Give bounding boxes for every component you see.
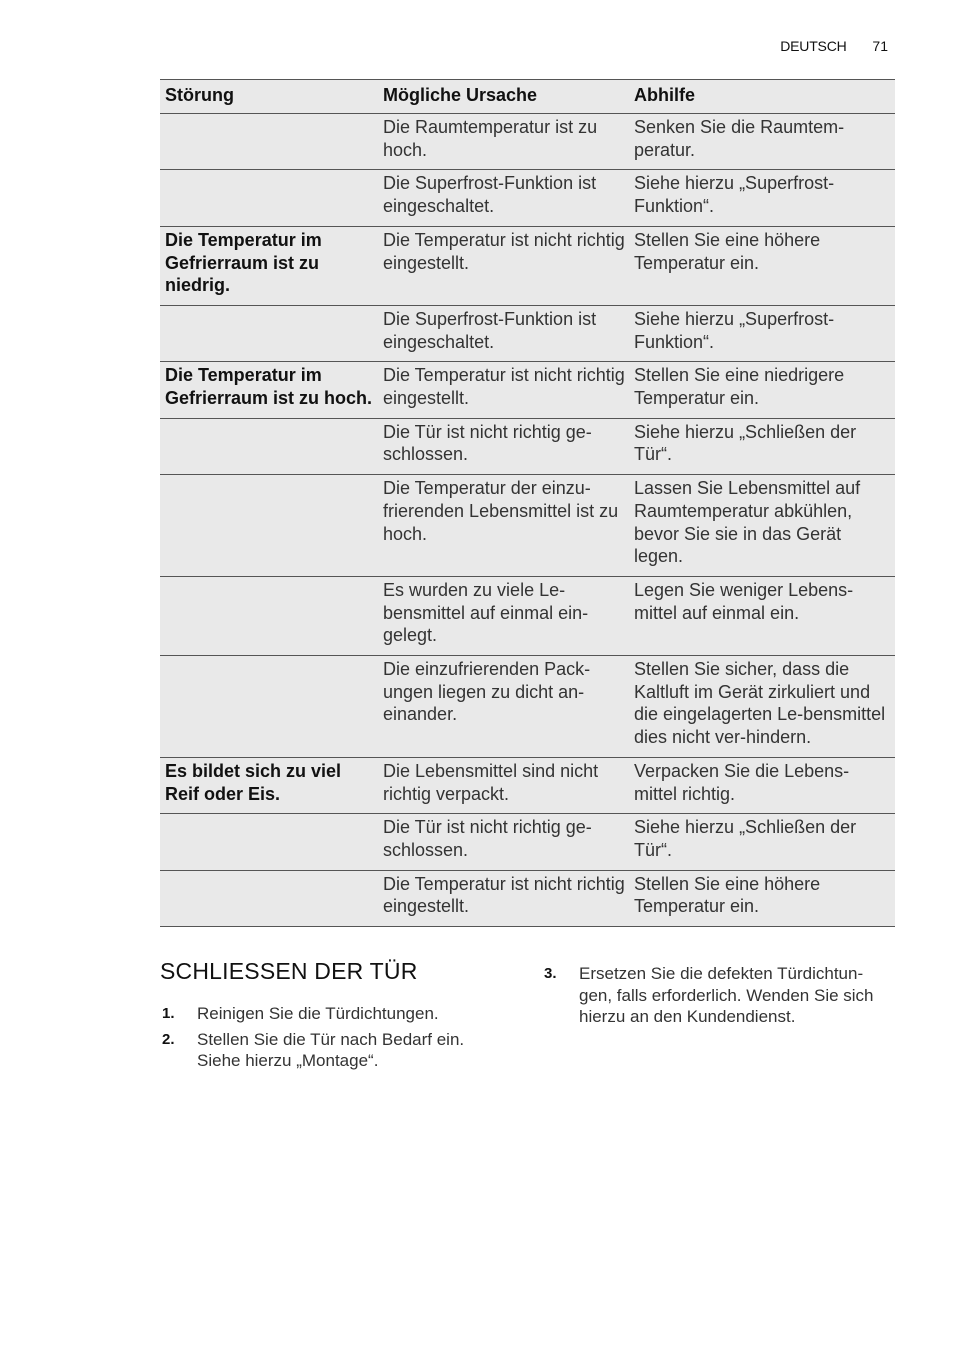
problem-cell: Die Temperatur im Gefrierraum ist zu niedrig. xyxy=(160,226,379,305)
remedy-cell: Stellen Sie eine höhere Temperatur ein. xyxy=(632,870,895,926)
step-number: 3. xyxy=(544,965,557,982)
cause-cell: Die Temperatur ist nicht richtig eingestellt. xyxy=(379,870,632,926)
list-item xyxy=(162,1029,512,1072)
page-header xyxy=(780,38,888,54)
cause-cell: Die Superfrost-Funktion ist eingeschaltet. xyxy=(379,305,632,361)
remedy-cell: Legen Sie weniger Lebens-mittel auf einmal ein. xyxy=(632,576,895,655)
table-row xyxy=(160,362,895,418)
problem-cell xyxy=(160,576,379,655)
cause-cell: Die Tür ist nicht richtig ge-schlossen. xyxy=(379,418,632,474)
step-text: Ersetzen Sie die defekten Türdichtun-gen, falls erforderlich. Wenden Sie sich hierzu an den Kundendienst. xyxy=(579,964,874,1026)
problem-cell xyxy=(160,814,379,870)
list-item xyxy=(544,963,896,1028)
table-row xyxy=(160,226,895,305)
problem-cell: Es bildet sich zu viel Reif oder Eis. xyxy=(160,757,379,813)
problem-cell: Die Temperatur im Gefrierraum ist zu hoch. xyxy=(160,362,379,418)
remedy-cell: Stellen Sie sicher, dass die Kaltluft im Gerät zirkuliert und die eingelagerten Le-bensmittel dies nicht ver-hindern. xyxy=(632,656,895,758)
cause-cell: Die Temperatur ist nicht richtig eingestellt. xyxy=(379,362,632,418)
remedy-cell: Lassen Sie Lebensmittel auf Raumtemperatur abkühlen, bevor Sie sie in das Gerät legen. xyxy=(632,475,895,577)
problem-cell xyxy=(160,114,379,170)
problem-cell xyxy=(160,170,379,226)
header-remedy: Abhilfe xyxy=(632,80,895,114)
steps-list-left xyxy=(162,1003,512,1076)
troubleshooting-table xyxy=(160,79,895,927)
remedy-cell: Stellen Sie eine höhere Temperatur ein. xyxy=(632,226,895,305)
table-row xyxy=(160,757,895,813)
cause-cell: Die Tür ist nicht richtig ge-schlossen. xyxy=(379,814,632,870)
cause-cell: Die Raumtemperatur ist zu hoch. xyxy=(379,114,632,170)
problem-cell xyxy=(160,870,379,926)
cause-cell: Die Lebensmittel sind nicht richtig verpackt. xyxy=(379,757,632,813)
remedy-cell: Senken Sie die Raumtem-peratur. xyxy=(632,114,895,170)
remedy-cell: Stellen Sie eine niedrigere Temperatur ein. xyxy=(632,362,895,418)
header-cause: Mögliche Ursache xyxy=(379,80,632,114)
table-row xyxy=(160,305,895,361)
step-text: Reinigen Sie die Türdichtungen. xyxy=(197,1004,439,1023)
table-header-row xyxy=(160,80,895,114)
table-row xyxy=(160,576,895,655)
table-row xyxy=(160,870,895,926)
language-label: DEUTSCH xyxy=(780,38,847,54)
cause-cell: Die Temperatur ist nicht richtig eingestellt. xyxy=(379,226,632,305)
cause-cell: Die Superfrost-Funktion ist eingeschaltet. xyxy=(379,170,632,226)
section-title: SCHLIESSEN DER TÜR xyxy=(160,958,418,984)
remedy-cell: Siehe hierzu „Superfrost-Funktion“. xyxy=(632,170,895,226)
remedy-cell: Siehe hierzu „Schließen der Tür“. xyxy=(632,418,895,474)
table-row xyxy=(160,170,895,226)
cause-cell: Die Temperatur der einzu-frierenden Lebensmittel ist zu hoch. xyxy=(379,475,632,577)
remedy-cell: Verpacken Sie die Lebens-mittel richtig. xyxy=(632,757,895,813)
problem-cell xyxy=(160,475,379,577)
page-number: 71 xyxy=(872,38,888,54)
remedy-cell: Siehe hierzu „Superfrost-Funktion“. xyxy=(632,305,895,361)
table-row xyxy=(160,656,895,758)
table-row xyxy=(160,114,895,170)
step-number: 1. xyxy=(162,1005,175,1022)
steps-list-right xyxy=(544,963,896,1032)
problem-cell xyxy=(160,305,379,361)
problem-cell xyxy=(160,418,379,474)
table-row xyxy=(160,418,895,474)
list-item xyxy=(162,1003,512,1025)
remedy-cell: Siehe hierzu „Schließen der Tür“. xyxy=(632,814,895,870)
table-row xyxy=(160,475,895,577)
header-problem: Störung xyxy=(160,80,379,114)
problem-cell xyxy=(160,656,379,758)
cause-cell: Es wurden zu viele Le-bensmittel auf einmal ein-gelegt. xyxy=(379,576,632,655)
table-row xyxy=(160,814,895,870)
step-number: 2. xyxy=(162,1030,175,1048)
step-text: Stellen Sie die Tür nach Bedarf ein. Siehe hierzu „Montage“. xyxy=(197,1029,465,1070)
cause-cell: Die einzufrierenden Pack-ungen liegen zu dicht an-einander. xyxy=(379,656,632,758)
